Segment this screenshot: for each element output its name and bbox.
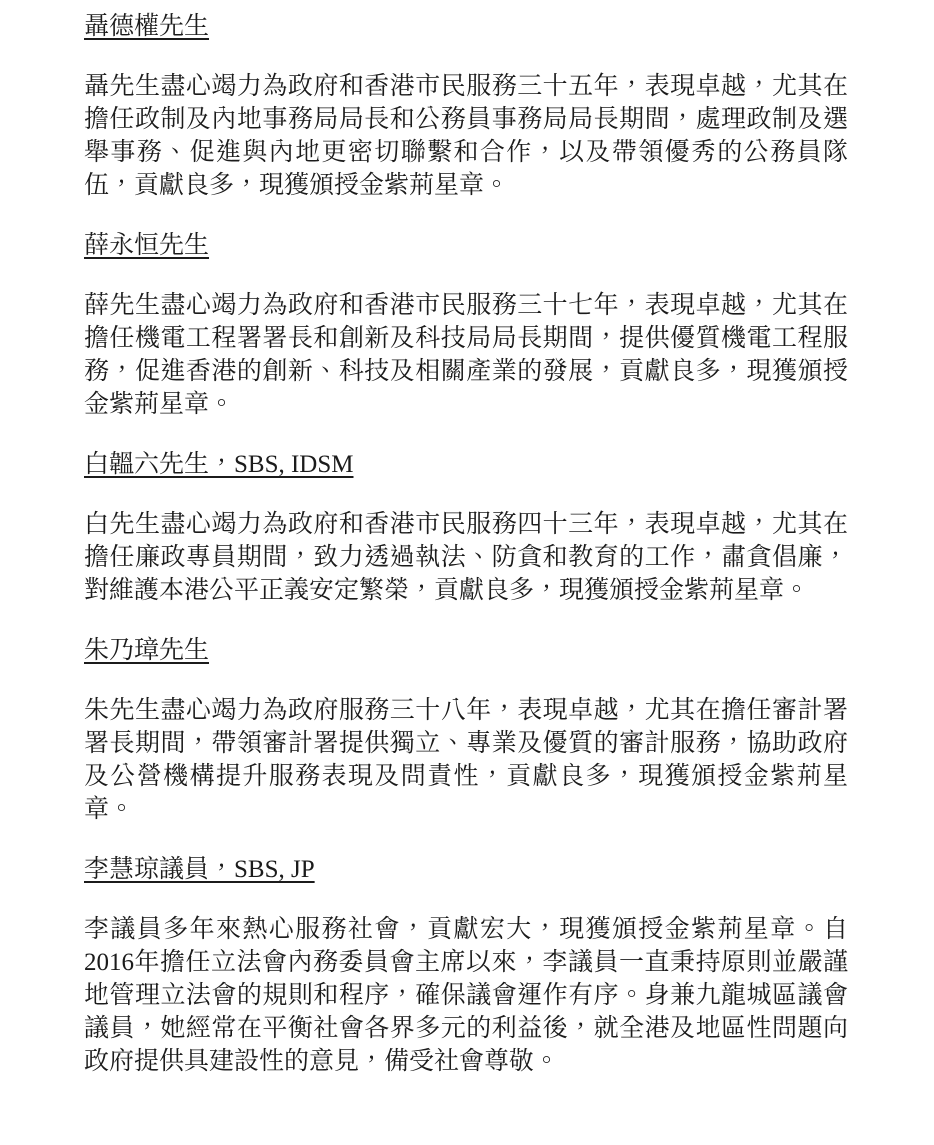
awardee-name-heading: 白韞六先生，SBS, IDSM: [84, 451, 354, 478]
citation-paragraph: 李議員多年來熱心服務社會，貢獻宏大，現獲頒授金紫荊星章。自2016年擔任立法會內務委員會主席以來，李議員一直秉持原則並嚴謹地管理立法會的規則和程序，確保議會運作有序。身兼九龍城區議會議員，她經常在平衡社會各界多元的利益後，就全港及地區性問題向政府提供具建設性的意見，備受社會尊敬。: [84, 916, 848, 1075]
awardee-name-heading: 朱乃璋先生: [84, 637, 210, 664]
awardee-name-heading: 薛永恒先生: [84, 232, 210, 259]
citation-paragraph: 白先生盡心竭力為政府和香港市民服務四十三年，表現卓越，尤其在擔任廉政專員期間，致力透過執法、防貪和教育的工作，肅貪倡廉，對維護本港公平正義安定繁榮，貢獻良多，現獲頒授金紫荊星章。: [84, 511, 848, 604]
citation-section: [84, 229, 848, 421]
citation-section: [84, 448, 848, 607]
citation-section: [84, 10, 848, 202]
citation-section: [84, 853, 848, 1078]
citation-paragraph: 朱先生盡心竭力為政府服務三十八年，表現卓越，尤其在擔任審計署署長期間，帶領審計署提供獨立、專業及優質的審計服務，協助政府及公營機構提升服務表現及問責性，貢獻良多，現獲頒授金紫荊星章。: [84, 697, 848, 823]
citation-paragraph: 薛先生盡心竭力為政府和香港市民服務三十七年，表現卓越，尤其在擔任機電工程署署長和創新及科技局局長期間，提供優質機電工程服務，促進香港的創新、科技及相關產業的發展，貢獻良多，現獲頒授金紫荊星章。: [84, 292, 848, 418]
awardee-name-heading: 聶德權先生: [84, 13, 210, 40]
citation-paragraph: 聶先生盡心竭力為政府和香港市民服務三十五年，表現卓越，尤其在擔任政制及內地事務局局長和公務員事務局局長期間，處理政制及選舉事務、促進與內地更密切聯繫和合作，以及帶領優秀的公務員隊伍，貢獻良多，現獲頒授金紫荊星章。: [84, 73, 848, 199]
awardee-name-heading: 李慧琼議員，SBS, JP: [84, 856, 315, 883]
citation-section: [84, 634, 848, 826]
